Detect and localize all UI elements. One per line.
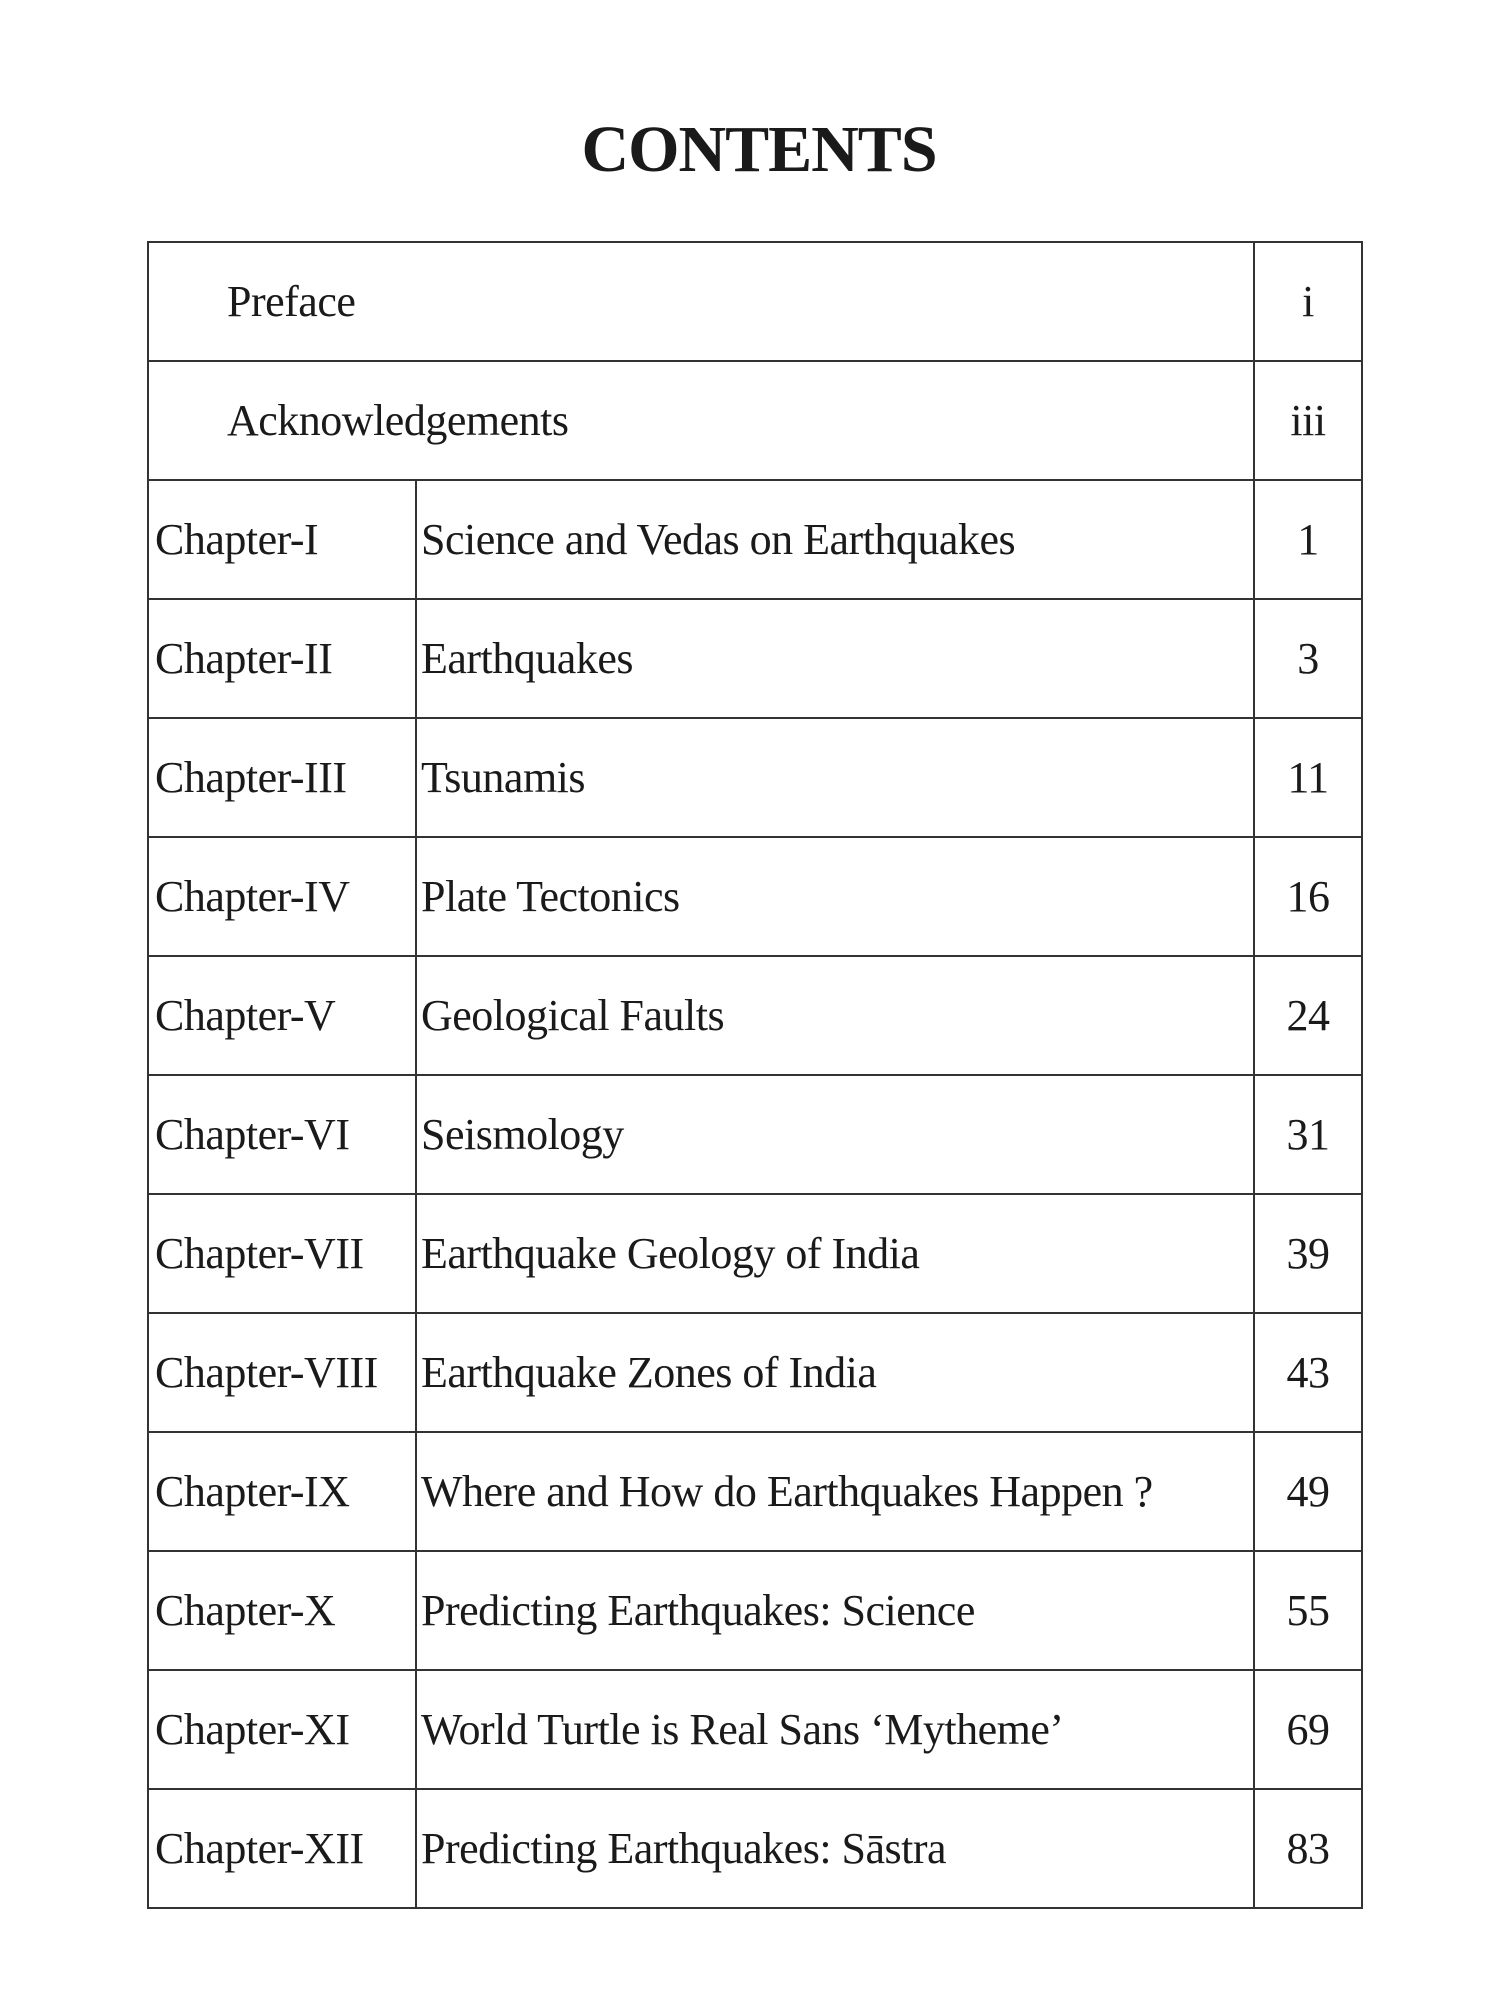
chapter-number: Chapter-II bbox=[148, 599, 416, 718]
page-number: 11 bbox=[1254, 718, 1362, 837]
chapter-title: Earthquakes bbox=[416, 599, 1254, 718]
chapter-row bbox=[148, 1670, 1362, 1789]
page-number: 31 bbox=[1254, 1075, 1362, 1194]
page-number: i bbox=[1254, 242, 1362, 361]
page-number: 55 bbox=[1254, 1551, 1362, 1670]
page-number: 83 bbox=[1254, 1789, 1362, 1908]
chapter-title: Predicting Earthquakes: Science bbox=[416, 1551, 1254, 1670]
front-matter-row bbox=[148, 361, 1362, 480]
chapter-title: Earthquake Geology of India bbox=[416, 1194, 1254, 1313]
chapter-title: Tsunamis bbox=[416, 718, 1254, 837]
chapter-number: Chapter-III bbox=[148, 718, 416, 837]
chapter-row bbox=[148, 837, 1362, 956]
chapter-row bbox=[148, 1075, 1362, 1194]
chapter-number: Chapter-IX bbox=[148, 1432, 416, 1551]
chapter-number: Chapter-VII bbox=[148, 1194, 416, 1313]
page-number: iii bbox=[1254, 361, 1362, 480]
chapter-number: Chapter-IV bbox=[148, 837, 416, 956]
chapter-row bbox=[148, 1432, 1362, 1551]
page-number: 69 bbox=[1254, 1670, 1362, 1789]
chapter-title: Science and Vedas on Earthquakes bbox=[416, 480, 1254, 599]
front-matter-label: Preface bbox=[148, 242, 1254, 361]
page-number: 43 bbox=[1254, 1313, 1362, 1432]
chapter-row bbox=[148, 1789, 1362, 1908]
chapter-number: Chapter-V bbox=[148, 956, 416, 1075]
chapter-number: Chapter-VI bbox=[148, 1075, 416, 1194]
chapter-number: Chapter-VIII bbox=[148, 1313, 416, 1432]
page-number: 1 bbox=[1254, 480, 1362, 599]
chapter-row bbox=[148, 956, 1362, 1075]
page-number: 49 bbox=[1254, 1432, 1362, 1551]
chapter-title: World Turtle is Real Sans ‘Mytheme’ bbox=[416, 1670, 1254, 1789]
chapter-row bbox=[148, 718, 1362, 837]
page-number: 3 bbox=[1254, 599, 1362, 718]
front-matter-row bbox=[148, 242, 1362, 361]
chapter-title: Seismology bbox=[416, 1075, 1254, 1194]
chapter-number: Chapter-I bbox=[148, 480, 416, 599]
chapter-row bbox=[148, 1551, 1362, 1670]
chapter-row bbox=[148, 1194, 1362, 1313]
page-number: 16 bbox=[1254, 837, 1362, 956]
chapter-row bbox=[148, 599, 1362, 718]
page-title: CONTENTS bbox=[581, 113, 937, 186]
front-matter-label: Acknowledgements bbox=[148, 361, 1254, 480]
chapter-title: Where and How do Earthquakes Happen ? bbox=[416, 1432, 1254, 1551]
chapter-title: Predicting Earthquakes: Sāstra bbox=[416, 1789, 1254, 1908]
chapter-row bbox=[148, 1313, 1362, 1432]
contents-table bbox=[147, 241, 1363, 1909]
chapter-title: Plate Tectonics bbox=[416, 837, 1254, 956]
chapter-number: Chapter-X bbox=[148, 1551, 416, 1670]
chapter-row bbox=[148, 480, 1362, 599]
chapter-title: Earthquake Zones of India bbox=[416, 1313, 1254, 1432]
page-number: 24 bbox=[1254, 956, 1362, 1075]
page-number: 39 bbox=[1254, 1194, 1362, 1313]
chapter-number: Chapter-XI bbox=[148, 1670, 416, 1789]
chapter-number: Chapter-XII bbox=[148, 1789, 416, 1908]
chapter-title: Geological Faults bbox=[416, 956, 1254, 1075]
